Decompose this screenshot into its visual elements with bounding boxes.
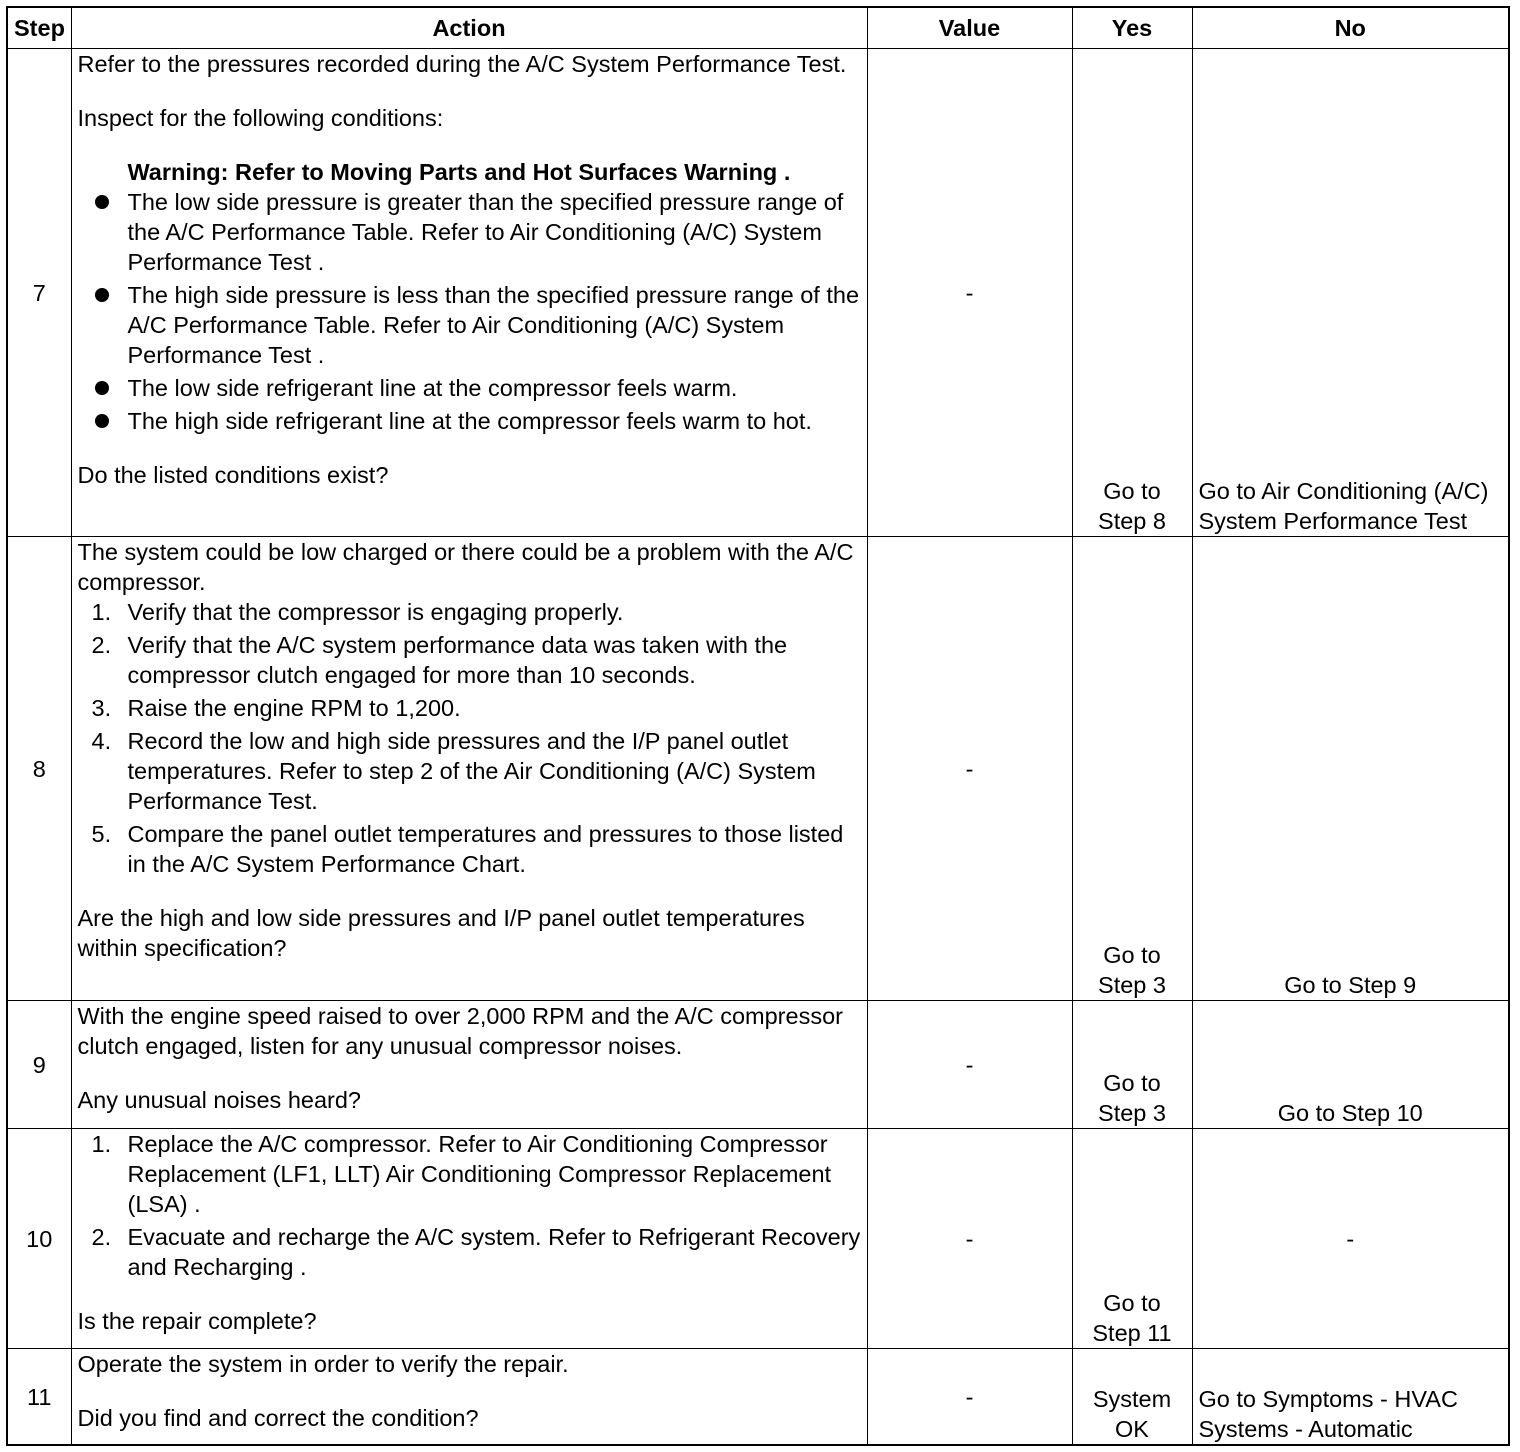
list-item: 5. Compare the panel outlet temperatures and pressures to those listed in the A/C System Performance Chart. (91, 821, 844, 878)
action-cell (71, 537, 867, 1001)
action-question: Do the listed conditions exist? (77, 462, 389, 488)
header-action: Action (71, 7, 867, 49)
value-cell: - (867, 1001, 1072, 1129)
step-number: 9 (7, 1001, 71, 1129)
list-item: 4. Record the low and high side pressures and the I/P panel outlet temperatures. Refer to step 2 of the Air Conditioning (A/C) System Performance Test. (91, 728, 816, 815)
list-item: The low side pressure is greater than the specified pressure range of the A/C Performance Table. Refer to Air Conditioning (A/C) System Performance Test . (78, 187, 861, 277)
header-value: Value (867, 7, 1072, 49)
procedure-list (78, 597, 861, 879)
action-intro: Operate the system in order to verify the repair. (77, 1351, 569, 1378)
bullet-icon (95, 288, 109, 302)
yes-cell: Go to Step 11 (1072, 1129, 1192, 1349)
yes-cell: Go to Step 8 (1072, 49, 1192, 537)
list-item: 2. Verify that the A/C system performance data was taken with the compressor clutch engaged for more than 10 seconds. (91, 632, 788, 689)
step-number: 8 (7, 537, 71, 1001)
list-item: 1. Replace the A/C compressor. Refer to Air Conditioning Compressor Replacement (LF1, LLT) Air Conditioning Compressor Replacement (LSA) . (91, 1131, 832, 1218)
yes-cell: Go to Step 3 (1072, 537, 1192, 1001)
yes-cell: System OK (1072, 1349, 1192, 1445)
value-cell: - (867, 1129, 1072, 1349)
procedure-list (78, 1129, 861, 1282)
action-inspect: Inspect for the following conditions: (77, 105, 444, 131)
list-item: 1. Verify that the compressor is engaging properly. (91, 599, 624, 626)
list-item: The low side refrigerant line at the compressor feels warm. (78, 373, 861, 403)
no-cell: - (1192, 1129, 1509, 1349)
table-row-step-11 (7, 1349, 1509, 1445)
action-intro: The system could be low charged or there could be a problem with the A/C compressor. (77, 539, 854, 596)
step-number: 10 (7, 1129, 71, 1349)
header-step: Step (7, 7, 71, 49)
condition-list (78, 187, 861, 436)
diagnostic-table (6, 6, 1510, 1446)
no-cell: Go to Step 10 (1192, 1001, 1509, 1129)
list-item: 3. Raise the engine RPM to 1,200. (91, 695, 461, 722)
list-item: 2. Evacuate and recharge the A/C system. Refer to Refrigerant Recovery and Recharging . (91, 1224, 861, 1281)
value-cell: - (867, 1349, 1072, 1445)
bullet-icon (95, 414, 109, 428)
yes-cell: Go to Step 3 (1072, 1001, 1192, 1129)
list-item: The high side refrigerant line at the compressor feels warm to hot. (78, 406, 861, 436)
value-cell: - (867, 537, 1072, 1001)
no-cell: Go to Step 9 (1192, 537, 1509, 1001)
action-intro: With the engine speed raised to over 2,000 RPM and the A/C compressor clutch engaged, listen for any unusual compressor noises. (77, 1003, 843, 1060)
action-question: Is the repair complete? (77, 1308, 317, 1335)
step-number: 7 (7, 49, 71, 537)
bullet-icon (95, 195, 109, 209)
action-cell (71, 1129, 867, 1349)
action-question: Are the high and low side pressures and I/P panel outlet temperatures within specification? (77, 905, 805, 962)
action-intro: Refer to the pressures recorded during the A/C System Performance Test. (77, 51, 847, 77)
action-cell (71, 1349, 867, 1445)
value-cell: - (867, 49, 1072, 537)
table-row-step-8 (7, 537, 1509, 1001)
header-row (7, 7, 1509, 49)
action-cell (71, 1001, 867, 1129)
table-row-step-10 (7, 1129, 1509, 1349)
action-question: Did you find and correct the condition? (77, 1405, 479, 1432)
action-cell (71, 49, 867, 537)
bullet-icon (95, 381, 109, 395)
warning-text: Warning: Refer to Moving Parts and Hot Surfaces Warning . (127, 159, 791, 185)
table-row-step-7 (7, 49, 1509, 537)
step-number: 11 (7, 1349, 71, 1445)
action-question: Any unusual noises heard? (77, 1087, 362, 1114)
header-no: No (1192, 7, 1509, 49)
header-yes: Yes (1072, 7, 1192, 49)
list-item: The high side pressure is less than the specified pressure range of the A/C Performance Table. Refer to Air Conditioning (A/C) System Performance Test . (78, 280, 861, 370)
table-row-step-9 (7, 1001, 1509, 1129)
no-cell: Go to Air Conditioning (A/C) System Performance Test (1192, 49, 1509, 537)
no-cell: Go to Symptoms - HVAC Systems - Automatic (1192, 1349, 1509, 1445)
